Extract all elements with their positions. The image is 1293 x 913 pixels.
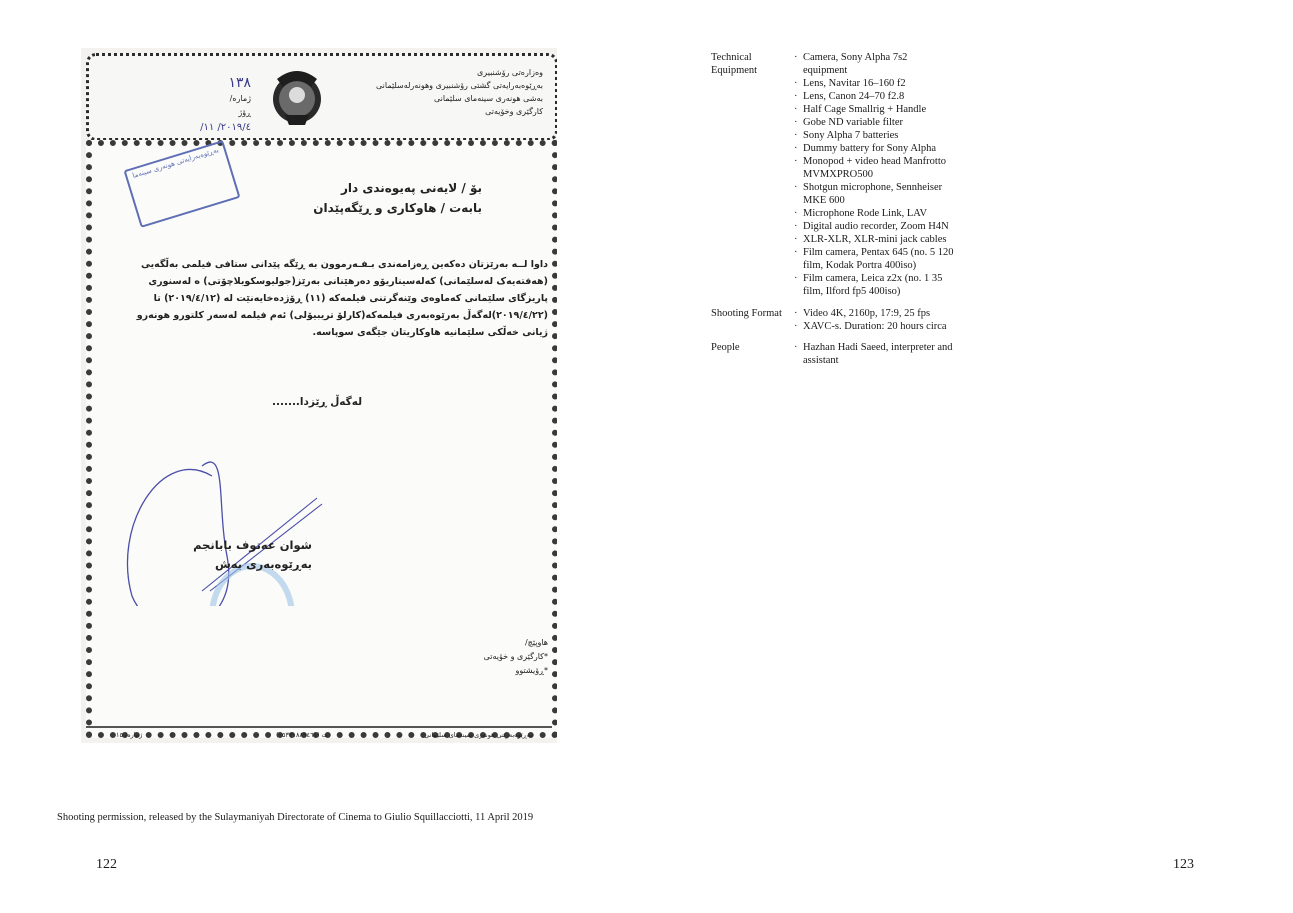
blue-stamp (124, 140, 241, 228)
list-item: · Digital audio recorder, Zoom H4N (794, 220, 954, 233)
copies-to (468, 636, 548, 678)
cc-line: *ڕۆیشتوو (515, 666, 548, 675)
section-shooting-format (711, 307, 1031, 333)
body-line: پاریزگای سلێمانی کەماوەی وێنەگرتنی فیلمەکە (١١) ڕۆژدەخایەنێت لە (٢٠١٩/٤/١٢) تا (153, 293, 548, 304)
letterhead-line: بەڕێوەبەرایەتی گشتی رۆشنبیری وهونەرلەسلێمانی (375, 81, 543, 90)
footer-phone: ت (٠٥٣٣١٨٨٩٤٦١) (276, 731, 328, 739)
right-page (646, 0, 1293, 913)
letterhead-line: بەشی هونەری سینەمای سلێمانی (433, 94, 543, 103)
section-items (794, 51, 954, 298)
address-line: بۆ / لایەنی پەیوەندی دار (341, 181, 482, 195)
closing-regards: لەگەڵ ڕێزدا....... (272, 396, 363, 408)
left-page (0, 0, 646, 913)
list-item: · Microphone Rode Link, LAV (794, 207, 954, 220)
letter-address (313, 178, 482, 218)
letter-date: ٢٠١٩/٤/ ١١/ (200, 122, 251, 133)
signer-name: شوان عەتوف بابانجم (193, 538, 312, 552)
list-item: · Film camera, Leica z2x (no. 1 35 film, Ilford fp5 400iso) (794, 272, 954, 298)
letterhead-text (373, 66, 543, 118)
section-label: Technical Equipment (711, 52, 758, 76)
list-item: · Shotgun microphone, Sennheiser MKE 600 (794, 181, 954, 207)
date-label: ڕۆژ (238, 108, 251, 117)
list-item: · Sony Alpha 7 batteries (794, 129, 954, 142)
body-line: (هەفتەیەک لەسلێمانی) کەلەسیناریۆو دەرهێنانی بەرێز(جولیوسکویلاچۆتی) ە لەسنوری (148, 276, 548, 287)
page-number-left: 122 (96, 857, 117, 872)
stamp-text: بەڕێوەبەرایەتی هونەری سینەما (131, 146, 220, 180)
signatory (172, 536, 312, 574)
scanned-permission-letter (81, 48, 557, 743)
signer-title: بەڕێوەبەری بەش (214, 557, 312, 571)
reference-number-label: ژمارە/ (229, 94, 251, 103)
letterhead-meta (111, 74, 251, 136)
list-item: · Video 4K, 2160p, 17:9, 25 fps (794, 307, 954, 320)
section-technical-equipment (711, 51, 1031, 298)
letter-body-text (96, 256, 548, 341)
letterhead (86, 53, 557, 141)
list-item: · Camera, Sony Alpha 7s2 equipment (794, 51, 954, 77)
list-item: · Monopod + video head Manfrotto MVMXPRO500 (794, 155, 954, 181)
list-item: · Lens, Canon 24–70 f2.8 (794, 90, 954, 103)
address-line: بابەت / هاوکاری و ڕێگەپێدان (313, 201, 482, 215)
section-label: People (711, 342, 740, 353)
list-item: · XAVC-s. Duration: 20 hours circa (794, 320, 954, 333)
footer-office: بەڕێوەبەرێتی هونەری سینەمای سلێمانی (424, 731, 532, 739)
section-items (794, 307, 954, 333)
letterhead-line: وەزارەتی رۆشنبیری (477, 68, 543, 77)
section-people (711, 341, 1031, 367)
list-item: · Half Cage Smallrig + Handle (794, 103, 954, 116)
handwritten-signature-icon (92, 406, 552, 606)
letterhead-line: کارگێری وخۆیەتی (485, 107, 543, 116)
list-item: · Lens, Navitar 16–160 f2 (794, 77, 954, 90)
footer-form-number: ژمارە/ ١٥ (116, 731, 143, 739)
section-label: Shooting Format (711, 307, 782, 319)
list-item: · Film camera, Pentax 645 (no. 5 120 film, Kodak Portra 400iso) (794, 246, 954, 272)
body-line: داوا لــە بەرێزتان دەکەین ڕەزامەندی بـفـەرموون بە ڕێگە پێدانی ستافی فیلمی بەڵگەیی (140, 259, 548, 270)
cc-line: *کارگێری و خۆیەتی (483, 652, 548, 661)
figure-caption: Shooting permission, released by the Sulaymaniyah Directorate of Cinema to Giulio Squillacciotti, 11 April 2019 (57, 812, 534, 823)
list-item: · Gobe ND variable filter (794, 116, 954, 129)
letter-footer (86, 726, 552, 742)
page-number-right: 123 (1173, 857, 1194, 872)
list-item: · Dummy battery for Sony Alpha (794, 142, 954, 155)
list-item: · Hazhan Hadi Saeed, interpreter and assistant (794, 341, 954, 367)
body-line: (٢٠١٩/٤/٢٢)لەگەڵ بەرێوەبەری فیلمەکە(کارلۆ تریبیۆلی) ئەم فیلمە لەسەر کلتورو هونەرو (136, 310, 548, 321)
body-line: ژیانی خەڵکی سلێمانیە هاوکاریتان جێگەی سوپاسە. (312, 327, 548, 338)
production-spec-list (711, 51, 1031, 376)
section-items (794, 341, 954, 367)
cc-line: هاوپێچ/ (524, 638, 548, 647)
eagle-emblem-icon (265, 65, 329, 129)
list-item: · XLR-XLR, XLR-mini jack cables (794, 233, 954, 246)
letter-body-frame (86, 140, 557, 738)
reference-number: ١٣٨ (228, 75, 251, 91)
